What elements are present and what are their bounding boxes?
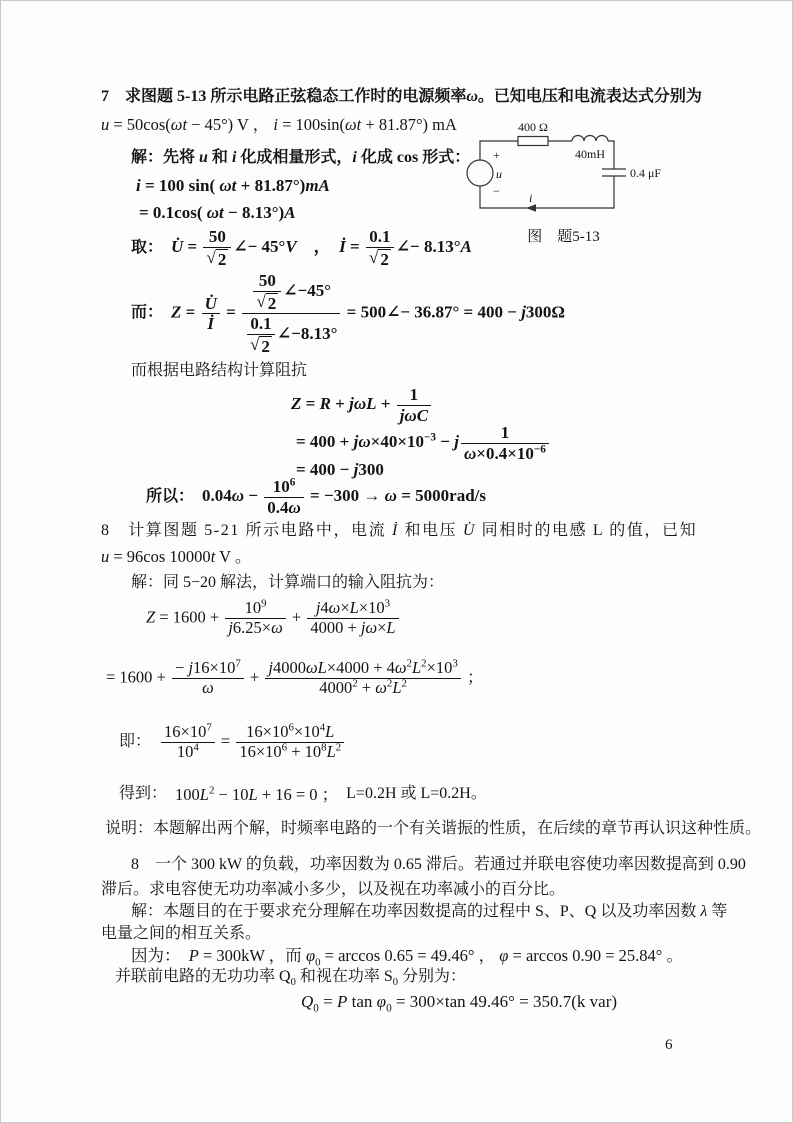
problem-8b-solution-line1: 解：本题目的在于要求充分理解在功率因数提高的过程中 S、P、Q 以及功率因数 λ 等	[131, 903, 728, 920]
current-arrow	[526, 204, 536, 212]
phasor-equation-row	[131, 227, 472, 269]
resistor-label: 400 Ω	[518, 120, 548, 134]
problem-7-statement: 7 求图题 5-13 所示电路正弦稳态工作时的电源频率ω。已知电压和电流表达式分别为	[101, 88, 702, 105]
problem-8b-solution-line2: 电量之间的相互关系。	[101, 925, 262, 942]
capacitor-symbol	[602, 169, 626, 176]
ji-label: 即：	[119, 733, 152, 751]
equation-z-expanded: = 1600 + $\frac{- j16\times 10^7}{\omega}$ + $\frac{j4000\omega L\times 4000 + 4\omega^2L^2\times 10^3}{4000^2 + \omega^2L^2}$ ；	[106, 657, 484, 697]
problem-8a-solution-intro: 解：同 5−20 解法，计算端口的输入阻抗为：	[131, 574, 445, 591]
wire-top-right	[608, 141, 614, 169]
dedao-equation-row	[119, 784, 487, 805]
problem-7-given-expressions: u = 50cos(ωt − 45°) V ， i = 100sin(ωt + 81.87°) mA	[101, 115, 457, 134]
problem-8a-statement-line2: u = 96cos 10000t V 。	[101, 547, 252, 566]
source-plus-sign: +	[493, 148, 500, 162]
inductance-result-text: L=0.2H 或 L=0.2H。	[346, 785, 487, 803]
inductor-symbol	[572, 136, 608, 142]
impedance-ratio-row	[131, 271, 565, 356]
equation-z-structure: Z = R + jωL + $\frac{1}{\text{jωC}}$	[291, 385, 433, 425]
voltage-source-symbol	[467, 160, 493, 186]
problem-8a-note: 说明：本题解出两个解，时频率电路的一个有关谐振的性质，在后续的章节再认识这种性质。	[105, 820, 762, 837]
equation-omega: 0.04ω − $\frac{10^6}{0.4\omega}$ = −300 → ω = 5000rad/s	[202, 476, 486, 517]
problem-8b-statement-line2: 滞后。求电容使无功功率减小多少，以及视在功率减小的百分比。	[101, 881, 566, 898]
current-label: i	[529, 191, 533, 205]
structure-note: 而根据电路结构计算阻抗	[131, 362, 308, 379]
equation-q0: $Q_0 = P$ $\tan \varphi_0 = 300\times\tan$ 49.46° = 350.7(k var)	[301, 992, 618, 1015]
equation-quadratic: $100L^2 - 10L + 16 = 0$ ；	[175, 784, 339, 804]
dedao-label: 得到：	[119, 785, 168, 803]
problem-8b-before-line: 并联前电路的无功功率 $Q_0$ 和视在功率 $S_0$ 分别为：	[115, 968, 467, 989]
problem-8b-because-line: 因为： P = 300kW ，而 $\varphi_0 = \arccos 0.65 = 49.46^\circ$ ， φ = arccos 0.90 = 25.84° 。	[131, 946, 683, 969]
equation-impedance-ratio: Z = $\frac{U̇}{İ}$ = 50 √ 2 ∠−45° 0.1 √ 2 ∠−8.13° = 500∠− 36.87° = 400 − j300Ω	[171, 271, 566, 356]
page-number: 6	[665, 1037, 673, 1053]
ji-equation-row	[119, 723, 346, 762]
equation-z-result: = 400 − j300	[296, 460, 384, 479]
equation-z-numeric: = $400 + j\omega\times 40\times 10^{-3} - j$ $\frac{1}{\omega\times 0.4\times 10^{-6}}$	[296, 423, 551, 463]
equation-ratio: $\frac{16\times 10^7}{10^4}$ = $\frac{16\times 10^6\times 10^4L}{16\times 10^6 + 10^8L^2}$	[159, 723, 346, 762]
equation-z-input: Z = 1600 + $\frac{10^9}{j6.25\times\omega}$ + $\frac{j4\omega\times L\times 10^3}{4000 + j\omega\times L}$	[146, 599, 401, 638]
source-minus-sign: −	[493, 184, 500, 198]
problem-7-solution-intro: 解：先将 u 和 i 化成相量形式，i 化成 cos 形式：	[131, 149, 471, 166]
problem-8b-statement-line1: 8 一个 300 kW 的负载，功率因数为 0.65 滞后。若通过并联电容使功率因数提高到 0.90	[131, 856, 746, 873]
omega-result-row	[146, 477, 486, 517]
circuit-figure-5-13	[456, 119, 671, 216]
equation-i-cos: = 0.1cos( ωt − 8.13°)A	[139, 203, 296, 222]
equation-i-sin: i = 100 sin( ωt + 81.87°)mA	[136, 176, 330, 195]
source-voltage-label: u	[496, 167, 502, 181]
problem-8a-statement-line1: 8 计算图题 5-21 所示电路中，电流 İ 和电压 U̇ 同相时的电感 L 的值，已知	[101, 522, 698, 539]
capacitor-label: 0.4 μF	[630, 166, 662, 180]
inductor-label: 40mH	[575, 147, 605, 161]
equation-phasors: U̇ = 50 √ 2 ∠− 45°V ， İ = 0.1 √ 2 ∠− 8.13°A	[171, 227, 472, 269]
so-label: 所以：	[146, 487, 195, 505]
er-label: 而：	[131, 304, 164, 322]
figure-caption: 图 题5-13	[527, 229, 600, 245]
resistor-symbol	[518, 137, 548, 146]
take-label: 取：	[131, 238, 164, 256]
